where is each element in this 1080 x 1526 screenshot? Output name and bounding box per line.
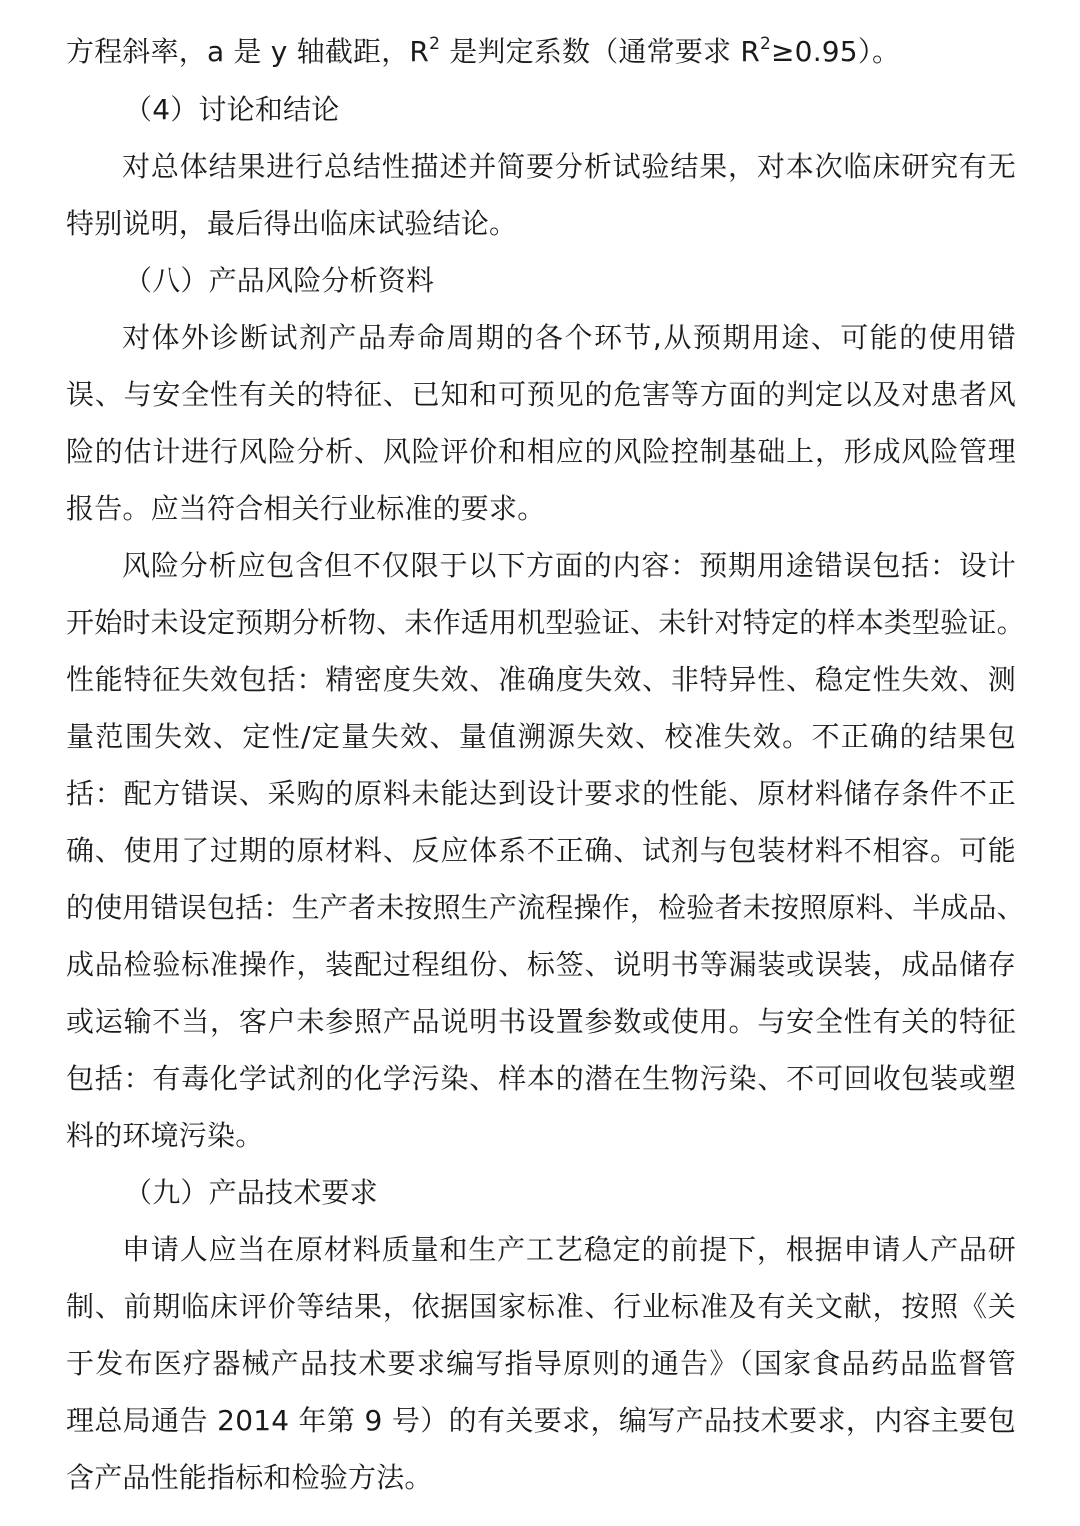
superscript-2: 2 — [759, 33, 772, 54]
paragraph-line: 成品检验标准操作，装配过程组份、标签、说明书等漏装或误装，成品储存 — [66, 948, 1016, 981]
paragraph-line: 险的估计进行风险分析、风险评价和相应的风险控制基础上，形成风险管理 — [66, 435, 1016, 468]
paragraph-line: 申请人应当在原材料质量和生产工艺稳定的前提下，根据申请人产品研 — [122, 1233, 1016, 1266]
paragraph-line: 对体外诊断试剂产品寿命周期的各个环节,从预期用途、可能的使用错 — [122, 321, 1016, 354]
section-heading-technical-requirements: （九）产品技术要求 — [124, 1176, 378, 1209]
paragraph-line: 量范围失效、定性/定量失效、量值溯源失效、校准失效。不正确的结果包 — [66, 720, 1016, 753]
paragraph-line: 制、前期临床评价等结果，依据国家标准、行业标准及有关文献，按照《关 — [66, 1290, 1016, 1323]
paragraph-line: 包括：有毒化学试剂的化学污染、样本的潜在生物污染、不可回收包装或塑 — [66, 1062, 1016, 1095]
subsection-heading-discussion: （4）讨论和结论 — [124, 93, 340, 126]
paragraph-line: 报告。应当符合相关行业标准的要求。 — [66, 492, 546, 525]
paragraph-line: 误、与安全性有关的特征、已知和可预见的危害等方面的判定以及对患者风 — [66, 378, 1016, 411]
paragraph-line: 含产品性能指标和检验方法。 — [66, 1461, 433, 1494]
section-heading-risk-analysis: （八）产品风险分析资料 — [124, 264, 435, 297]
paragraph-line: 料的环境污染。 — [66, 1119, 264, 1152]
paragraph-line: 的使用错误包括：生产者未按照生产流程操作，检验者未按照原料、半成品、 — [66, 891, 1025, 924]
superscript-2: 2 — [429, 33, 441, 54]
paragraph-line: 括：配方错误、采购的原料未能达到设计要求的性能、原材料储存条件不正 — [66, 777, 1016, 810]
formula-text-part: 方程斜率，a 是 y 轴截距，R — [66, 35, 430, 68]
paragraph-line: 确、使用了过期的原材料、反应体系不正确、试剂与包装材料不相容。可能 — [66, 834, 1016, 867]
paragraph-line: 或运输不当，客户未参照产品说明书设置参数或使用。与安全性有关的特征 — [66, 1005, 1016, 1038]
paragraph-line: 理总局通告 2014 年第 9 号）的有关要求，编写产品技术要求，内容主要包 — [66, 1404, 1016, 1437]
formula-text-part: ≥0.95）。 — [771, 35, 901, 68]
paragraph-line: 开始时未设定预期分析物、未作适用机型验证、未针对特定的样本类型验证。 — [66, 606, 1025, 639]
paragraph-line: 风险分析应包含但不仅限于以下方面的内容：预期用途错误包括：设计 — [122, 549, 1016, 582]
paragraph-line: 对总体结果进行总结性描述并简要分析试验结果，对本次临床研究有无 — [122, 150, 1016, 183]
paragraph-line: 性能特征失效包括：精密度失效、准确度失效、非特异性、稳定性失效、测 — [66, 663, 1016, 696]
paragraph-line: 特别说明，最后得出临床试验结论。 — [66, 207, 518, 240]
paragraph-line: 于发布医疗器械产品技术要求编写指导原则的通告》（国家食品药品监督管 — [66, 1347, 1016, 1380]
formula-text-part: 是判定系数（通常要求 R — [440, 35, 760, 68]
paragraph-line-formula — [66, 28, 1016, 76]
